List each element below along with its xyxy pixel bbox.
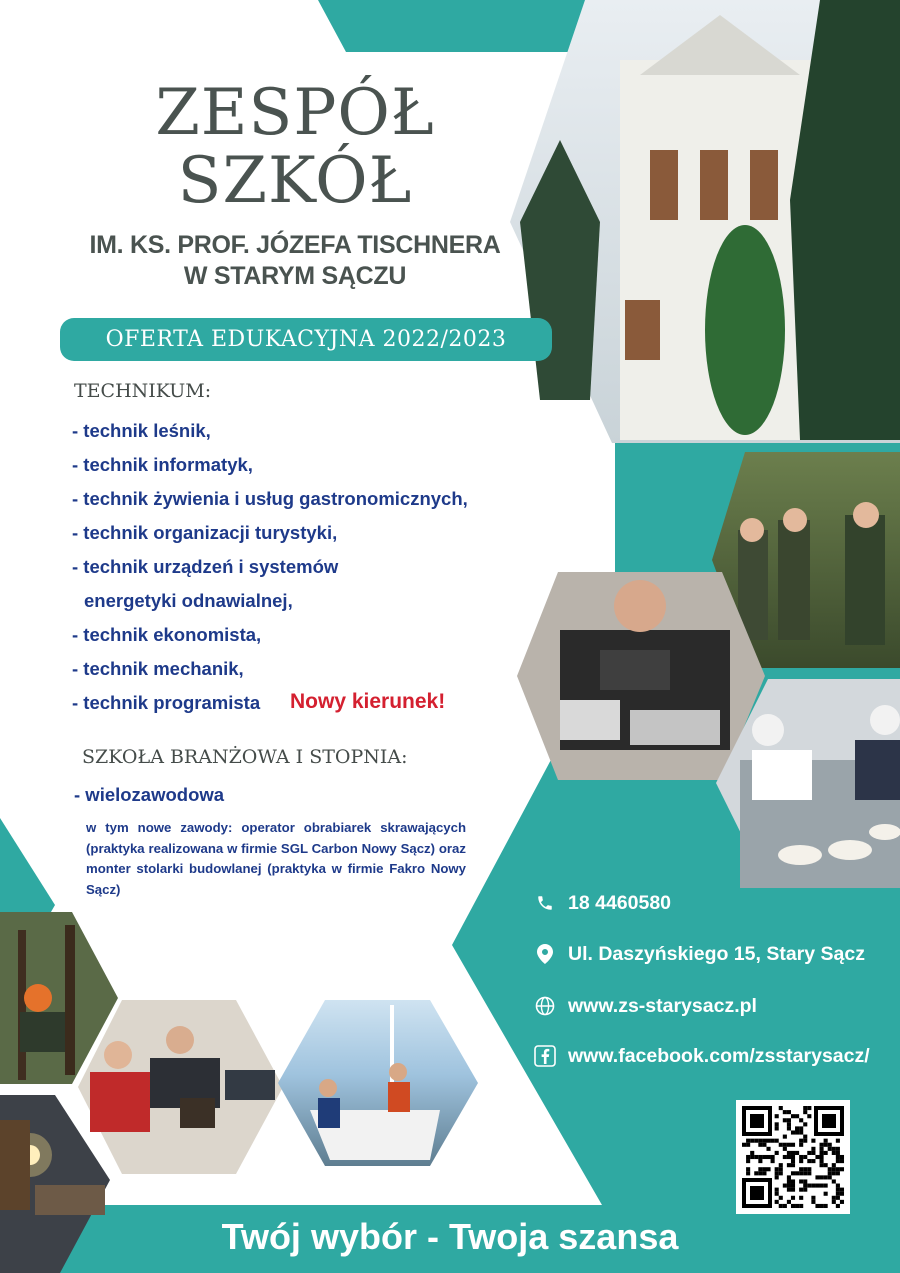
phone-text: 18 4460580 — [568, 891, 672, 914]
branzowa-item: - wielozawodowa — [74, 784, 225, 805]
facebook-icon — [534, 1045, 556, 1067]
list-item: - technik leśnik, — [72, 420, 211, 441]
title-line-1: ZESPÓŁ — [155, 76, 435, 150]
list-item: - technik programista — [72, 692, 261, 713]
branzowa-heading: SZKOŁA BRANŻOWA I STOPNIA: — [82, 746, 408, 768]
title-line-2: SZKÓŁ — [177, 144, 413, 218]
list-item: - technik ekonomista, — [72, 624, 262, 645]
slogan: Twój wybór - Twoja szansa — [221, 1216, 679, 1257]
subtitle-line-1: IM. KS. PROF. JÓZEFA TISCHNERA — [89, 231, 501, 259]
qr-code[interactable] — [736, 1100, 850, 1214]
address-text: Ul. Daszyńskiego 15, Stary Sącz — [568, 942, 865, 965]
list-item: - technik żywienia i usług gastronomicznych, — [72, 488, 468, 509]
location-pin-icon — [534, 943, 556, 965]
technikum-heading: TECHNIKUM: — [74, 380, 212, 402]
list-item: - technik informatyk, — [72, 454, 253, 475]
contact-facebook[interactable] — [534, 1041, 870, 1071]
contact-phone[interactable] — [534, 888, 671, 918]
school-building-photo — [510, 0, 900, 443]
contact-address — [534, 939, 865, 969]
phone-icon — [534, 892, 556, 914]
offer-banner: OFERTA EDUKACYJNA 2022/2023 — [60, 318, 552, 361]
list-item: - technik urządzeń i systemów — [72, 556, 339, 577]
new-program-badge: Nowy kierunek! — [290, 690, 446, 713]
list-item: - technik mechanik, — [72, 658, 244, 679]
list-item: - technik organizacji turystyki, — [72, 522, 338, 543]
computer-repair-photo — [517, 572, 765, 780]
subtitle-line-2: W STARYM SĄCZU — [183, 262, 407, 290]
list-item-continuation: energetyki odnawialnej, — [84, 590, 293, 611]
contact-website[interactable] — [534, 991, 757, 1021]
globe-icon — [534, 995, 556, 1017]
website-link[interactable]: www.zs-starysacz.pl — [568, 994, 757, 1017]
branzowa-note: w tym nowe zawody: operator obrabiarek skrawających (praktyka realizowana w firmie SGL Carbon Nowy Sącz) oraz monter stolarki budowlanej (praktyka w firmie Fakro Nowy Sącz) — [86, 820, 466, 897]
students-photo — [78, 1000, 283, 1174]
facebook-link[interactable]: www.facebook.com/zsstarysacz/ — [568, 1044, 870, 1067]
sailing-photo — [278, 1000, 478, 1166]
